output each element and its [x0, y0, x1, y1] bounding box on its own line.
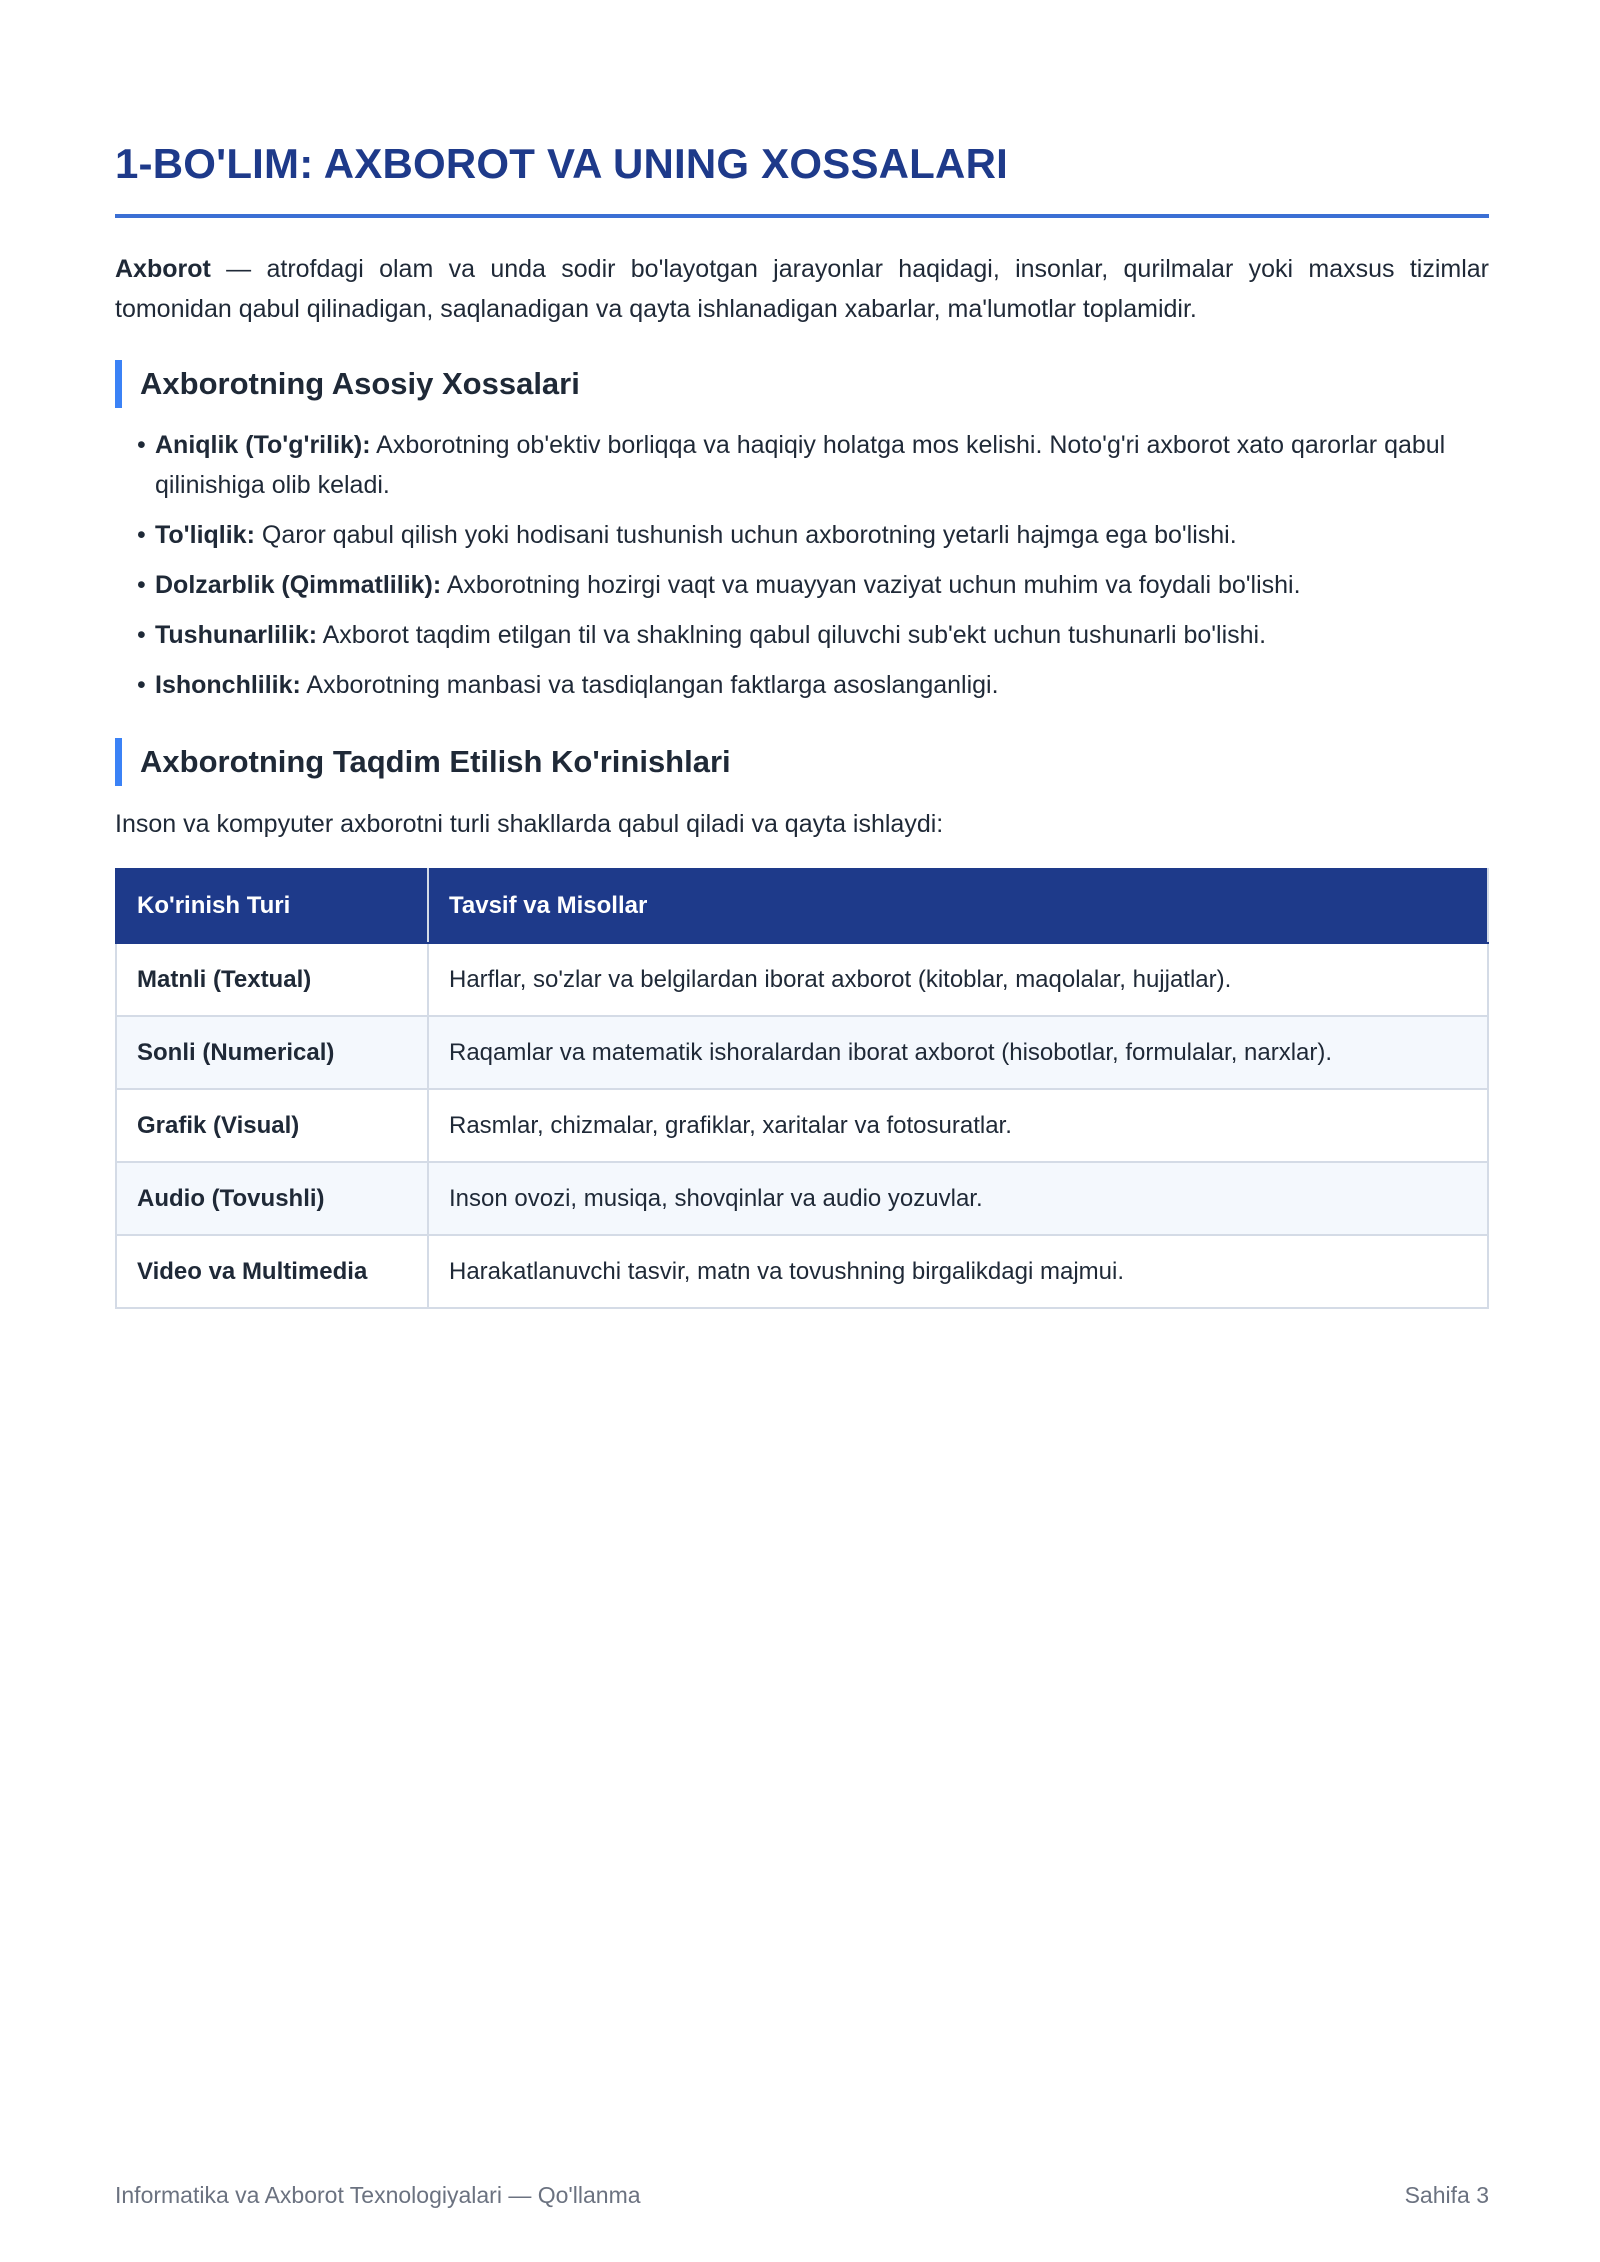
description-cell: Rasmlar, chizmalar, grafiklar, xaritalar va fotosuratlar.: [428, 1089, 1488, 1162]
table-row: [116, 1162, 1488, 1235]
table-header-row: [116, 869, 1488, 943]
list-item: [137, 615, 1489, 655]
table-row: [116, 943, 1488, 1016]
list-item: [137, 515, 1489, 555]
table-row: [116, 1235, 1488, 1308]
property-text: Qaror qabul qilish yoki hodisani tushunish uchun axborotning yetarli hajmga ega bo'lishi.: [254, 521, 1237, 549]
representations-heading: Axborotning Taqdim Etilish Ko'rinishlari: [115, 738, 1489, 786]
table-row: [116, 1016, 1488, 1089]
bullet-icon: •: [137, 571, 146, 599]
description-cell: Inson ovozi, musiqa, shovqinlar va audio yozuvlar.: [428, 1162, 1488, 1235]
type-cell: Grafik (Visual): [116, 1089, 428, 1162]
property-term: Dolzarblik (Qimmatlilik):: [155, 571, 442, 599]
description-cell: Harflar, so'zlar va belgilardan iborat axborot (kitoblar, maqolalar, hujjatlar).: [428, 943, 1488, 1016]
bullet-icon: •: [137, 521, 146, 549]
representation-table: [115, 868, 1489, 1309]
list-item: [137, 665, 1489, 705]
title-divider: [115, 214, 1489, 218]
property-text: Axborot taqdim etilgan til va shaklning qabul qiluvchi sub'ekt uchun tushunarli bo'lishi.: [317, 621, 1267, 649]
description-cell: Harakatlanuvchi tasvir, matn va tovushning birgalikdagi majmui.: [428, 1235, 1488, 1308]
column-header-description: Tavsif va Misollar: [428, 869, 1488, 943]
property-text: Axborotning ob'ektiv borliqqa va haqiqiy holatga mos kelishi. Noto'g'ri axborot xato qarorlar qabul qilinishiga olib keladi.: [155, 431, 1446, 499]
type-cell: Video va Multimedia: [116, 1235, 428, 1308]
list-item: [137, 565, 1489, 605]
property-text: Axborotning manbasi va tasdiqlangan faktlarga asoslanganligi.: [300, 671, 999, 699]
property-text: Axborotning hozirgi vaqt va muayyan vaziyat uchun muhim va foydali bo'lishi.: [441, 571, 1301, 599]
description-cell: Raqamlar va matematik ishoralardan iborat axborot (hisobotlar, formulalar, narxlar).: [428, 1016, 1488, 1089]
type-cell: Matnli (Textual): [116, 943, 428, 1016]
intro-text: — atrofdagi olam va unda sodir bo'layotgan jarayonlar haqidagi, insonlar, qurilmalar yoki maxsus tizimlar tomonidan qabul qilinadigan, saqlanadigan va qayta ishlanadigan xabarlar, ma'lumotlar toplamidir.: [115, 255, 1489, 323]
type-cell: Audio (Tovushli): [116, 1162, 428, 1235]
footer-title: Informatika va Axborot Texnologiyalari — Qo'llanma: [115, 2182, 641, 2208]
property-term: Ishonchlilik:: [155, 671, 301, 699]
bullet-icon: •: [137, 671, 146, 699]
column-header-type: Ko'rinish Turi: [116, 869, 428, 943]
property-term: To'liqlik:: [155, 521, 255, 549]
properties-heading: Axborotning Asosiy Xossalari: [115, 360, 1489, 408]
page-number: Sahifa 3: [1404, 2182, 1489, 2208]
table-row: [116, 1089, 1488, 1162]
properties-list: [137, 425, 1489, 715]
property-term: Aniqlik (To'g'rilik):: [155, 431, 371, 459]
table-intro: Inson va kompyuter axborotni turli shakllarda qabul qiladi va qayta ishlaydi:: [115, 810, 944, 838]
type-cell: Sonli (Numerical): [116, 1016, 428, 1089]
intro-term: Axborot: [115, 255, 211, 283]
intro-paragraph: [115, 249, 1489, 329]
property-term: Tushunarlilik:: [155, 621, 318, 649]
section-title: 1-BO'LIM: AXBOROT VA UNING XOSSALARI: [115, 140, 1008, 187]
list-item: [137, 425, 1489, 505]
document-page: [115, 0, 1489, 2262]
bullet-icon: •: [137, 621, 146, 649]
bullet-icon: •: [137, 431, 146, 459]
